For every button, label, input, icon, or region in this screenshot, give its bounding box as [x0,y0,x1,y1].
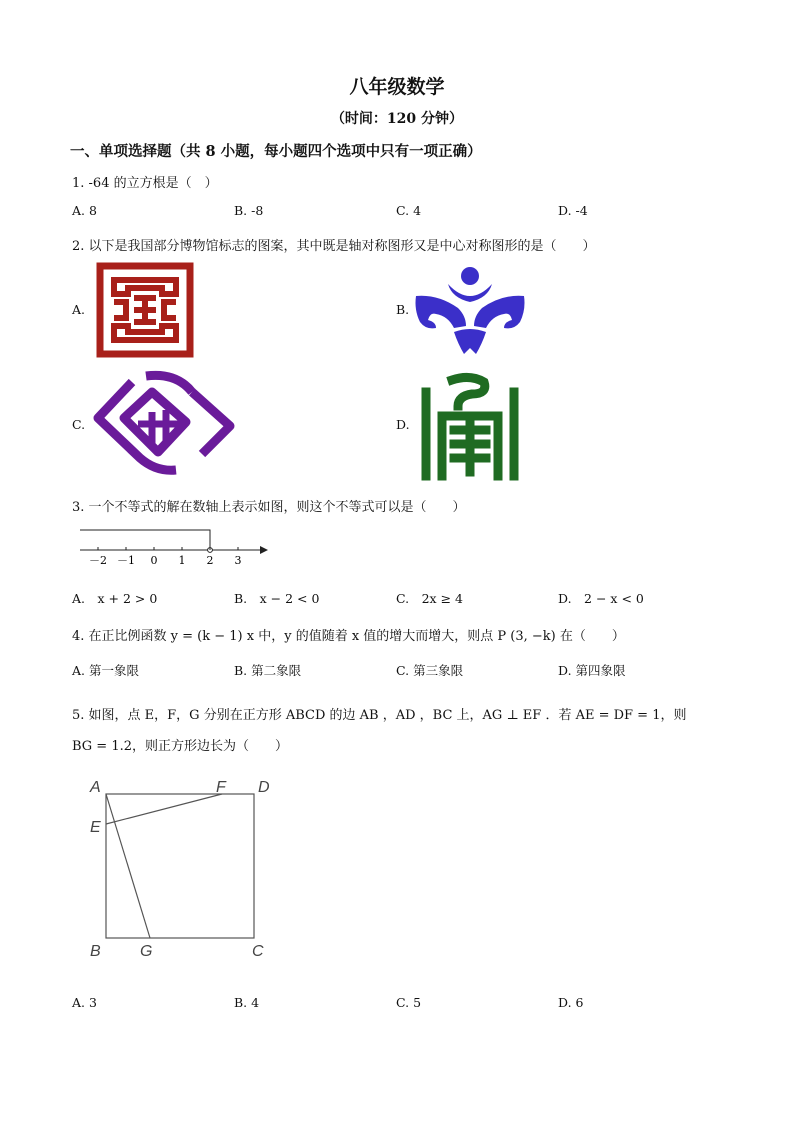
q3-option-c: C. 2x ≥ 4 [396,591,463,606]
q3-option-b: B. x − 2 < 0 [234,591,320,606]
question-4-stem: 4. 在正比例函数 y = (k − 1) x 中，y 的值随着 x 值的增大而增大，则点 P (3, −k) 在（ ） [72,629,625,644]
question-5-stem-line-1: 5. 如图，点 E，F，G 分别在正方形 ABCD 的边 AB ，AD ，BC 上，AG ⊥ EF ．若 AE = DF = 1，则 [72,708,687,723]
q1-option-d: D. -4 [558,203,588,218]
q4-option-c: C. 第三象限 [396,663,464,678]
question-5-stem-line-2: BG = 1.2，则正方形边长为（ ） [72,739,289,754]
segment-ag [106,794,150,938]
q5-option-d: D. 6 [558,995,584,1010]
q5-option-c: C. 5 [396,995,422,1010]
q2-label-c: C. [72,417,86,432]
museum-logo-c-image [94,370,234,478]
segment-ef [106,794,222,824]
solution-ray [80,530,210,547]
q1-option-a: A. 8 [72,203,97,218]
exam-duration: （时间：120 分钟） [330,111,464,127]
question-2-stem: 2. 以下是我国部分博物馆标志的图案，其中既是轴对称图形又是中心对称图形的是（ ） [72,239,596,254]
number-line-tick-label: －1 [117,554,135,567]
q4-option-a: A. 第一象限 [72,663,139,678]
q3-number-line [80,526,270,572]
q4-option-b: B. 第二象限 [234,663,302,678]
q1-option-b: B. -8 [234,203,264,218]
museum-logo-a-image [96,262,194,358]
q3-option-d: D. 2 − x < 0 [558,591,644,606]
section-heading: 一、单项选择题（共 8 小题，每小题四个选项中只有一项正确） [70,143,482,160]
museum-logo-b-image [414,264,526,356]
number-line-arrow [260,546,268,554]
q3-option-a: A. x + 2 > 0 [72,591,158,606]
question-1-stem: 1. -64 的立方根是（ ） [72,176,218,191]
number-line-tick-label: 3 [234,554,242,567]
q2-label-d: D. [396,417,410,432]
number-line-tick-label: 1 [178,554,186,567]
point-c-label: C [252,943,264,960]
point-a-label: A [90,779,101,796]
number-line-tick-label: －2 [89,554,107,567]
q2-label-b: B. [396,302,410,317]
q2-label-a: A. [72,302,86,317]
q5-square-figure [86,774,276,960]
point-e-label: E [90,819,101,836]
point-d-label: D [258,779,270,796]
number-line-tick-label: 0 [150,554,158,567]
museum-logo-d-image [418,372,522,482]
point-f-label: F [216,779,226,796]
q1-option-c: C. 4 [396,203,422,218]
q4-option-d: D. 第四象限 [558,663,626,678]
number-line-tick-label: 2 [206,554,214,567]
page-title: 八年级数学 [349,76,445,98]
point-b-label: B [90,943,101,960]
q5-option-a: A. 3 [72,995,97,1010]
point-g-label: G [140,943,153,960]
q5-option-b: B. 4 [234,995,260,1010]
question-3-stem: 3. 一个不等式的解在数轴上表示如图，则这个不等式可以是（ ） [72,500,466,515]
